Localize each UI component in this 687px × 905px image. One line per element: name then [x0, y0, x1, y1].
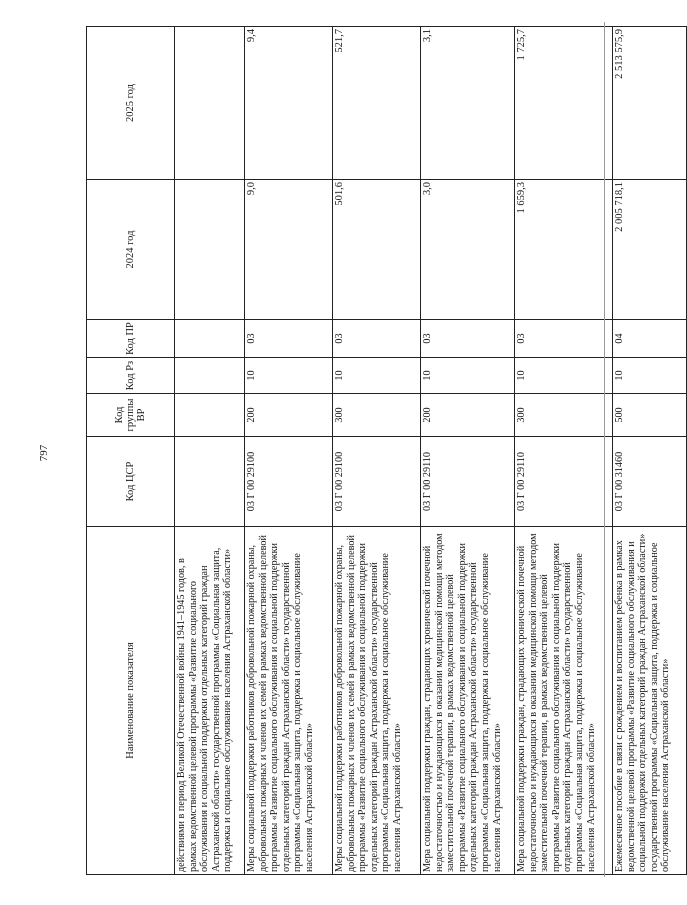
- row-2024: 2 005 718,1: [613, 180, 687, 320]
- row-pr: 03: [333, 320, 421, 358]
- row-name: Меры социальной поддержки работников добровольной пожарной охраны, добровольных пожарных и членов их семей в рамках ведомственной целевой программы «Развитие социального обслуживания и социальной поддержки отдельных категорий граждан Астраханской области» государственной программы «Социальная защита, поддержка и социальное обслуживание населения Астраханской области»: [245, 527, 333, 875]
- row-pr: 03: [421, 320, 515, 358]
- row-csr: 03 Г 00 29110: [421, 437, 515, 527]
- row-2025: 2 513 575,9: [613, 27, 687, 180]
- row-rz: 10: [421, 358, 515, 394]
- header-csr: Код ЦСР: [87, 437, 175, 527]
- row-rz: 10: [613, 358, 687, 394]
- table-row: [245, 27, 333, 875]
- row-vr: 200: [245, 394, 333, 437]
- row-csr: 03 Г 00 29100: [245, 437, 333, 527]
- row-pr: 03: [245, 320, 333, 358]
- row-name: Мера социальной поддержки граждан, страдающих хронической почечной недостаточностью и нуждающихся в оказании медицинской помощи методом заместительной почечной терапии, в рамках ведомственной целевой программы «Развитие социального обслуживания и социальной поддержки отдельных категорий граждан Астраханской области» государственной программы «Социальная защита, поддержка и социальное обслуживание населения Астраханской области»: [515, 527, 613, 875]
- row-rz: 10: [515, 358, 613, 394]
- row-csr: 03 Г 00 29110: [515, 437, 613, 527]
- header-2025: 2025 год: [87, 27, 175, 180]
- row-rz: 10: [333, 358, 421, 394]
- row-vr: 300: [515, 394, 613, 437]
- row-2024: 1 659,3: [515, 180, 613, 320]
- row-2025: [175, 27, 245, 180]
- row-2025: 521,7: [333, 27, 421, 180]
- row-vr: 300: [333, 394, 421, 437]
- header-vr: Код группы ВР: [87, 394, 175, 437]
- footer-divider: [604, 22, 605, 877]
- table-row: [421, 27, 515, 875]
- row-name: Мера социальной поддержки граждан, страдающих хронической почечной недостаточностью и нуждающихся в оказании медицинской помощи методом заместительной почечной терапии, в рамках ведомственной целевой программы «Развитие социального обслуживания и социальной поддержки отдельных категорий граждан Астраханской области» государственной программы «Социальная защита, поддержка и социальное обслуживание населения Астраханской области»: [421, 527, 515, 875]
- row-csr: 03 Г 00 31460: [613, 437, 687, 527]
- row-pr: [175, 320, 245, 358]
- row-rz: 10: [245, 358, 333, 394]
- header-2024: 2024 год: [87, 180, 175, 320]
- row-csr: 03 Г 00 29100: [333, 437, 421, 527]
- row-2024: 3,0: [421, 180, 515, 320]
- row-rz: [175, 358, 245, 394]
- header-row: [87, 27, 175, 875]
- table-body: [175, 27, 687, 875]
- table-row: [333, 27, 421, 875]
- budget-table: [86, 26, 687, 875]
- row-name: действиями в период Великой Отечественной войны 1941–1945 годов, в рамках ведомственной целевой программы «Развитие социального обслуживания и социальной поддержки отдельных категорий граждан Астраханской области» государственной программы «Социальная защита, поддержка и социальное обслуживание населения Астраханской области»: [175, 527, 245, 875]
- row-pr: 03: [515, 320, 613, 358]
- row-vr: 200: [421, 394, 515, 437]
- row-pr: 04: [613, 320, 687, 358]
- row-2025: 3,1: [421, 27, 515, 180]
- row-2024: 9,0: [245, 180, 333, 320]
- table-row: [175, 27, 245, 875]
- header-name: Наименование показателя: [87, 527, 175, 875]
- row-2024: [175, 180, 245, 320]
- row-name: Ежемесячное пособие в связи с рождением и воспитанием ребенка в рамках ведомственной целевой программы «Развитие социального обслуживания и социальной поддержки отдельных категорий граждан Астраханской области» государственной программы «Социальная защита, поддержка и социальное обслуживание населения Астраханской области»: [613, 527, 687, 875]
- row-csr: [175, 437, 245, 527]
- row-vr: 500: [613, 394, 687, 437]
- table-row: [613, 27, 687, 875]
- row-vr: [175, 394, 245, 437]
- row-2025: 1 725,7: [515, 27, 613, 180]
- page-number: 797: [38, 444, 50, 462]
- row-2025: 9,4: [245, 27, 333, 180]
- row-2024: 501,6: [333, 180, 421, 320]
- row-name: Меры социальной поддержки работников добровольной пожарной охраны, добровольных пожарных и членов их семей в рамках ведомственной целевой программы «Развитие социального обслуживания и социальной поддержки отдельных категорий граждан Астраханской области» государственной программы «Социальная защита, поддержка и социальное обслуживание населения Астраханской области»: [333, 527, 421, 875]
- header-pr: Код ПР: [87, 320, 175, 358]
- header-rz: Код Рз: [87, 358, 175, 394]
- table-row: [515, 27, 613, 875]
